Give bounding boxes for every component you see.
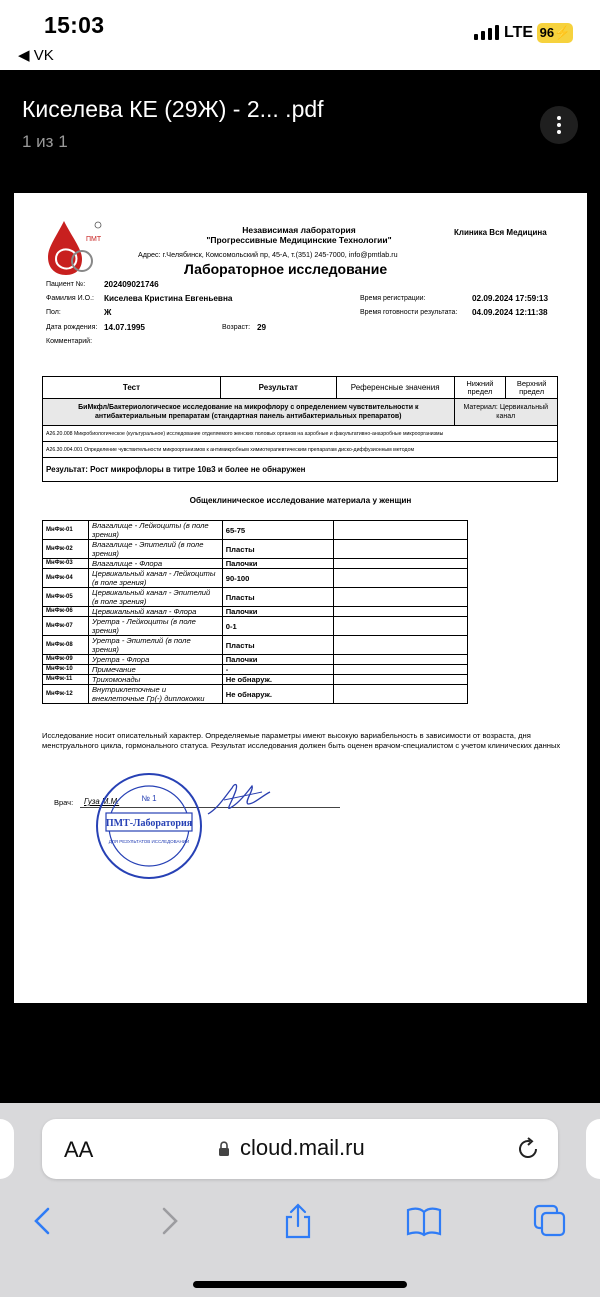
table-row xyxy=(43,607,468,617)
forward-icon[interactable] xyxy=(150,1201,190,1241)
patient-age: 29 xyxy=(257,323,267,332)
comment-label: Комментарий: xyxy=(46,338,93,345)
table-row xyxy=(43,655,468,665)
home-indicator[interactable] xyxy=(193,1281,407,1288)
reload-icon[interactable] xyxy=(515,1136,541,1162)
svg-text:ПМТ: ПМТ xyxy=(86,236,102,243)
row-test-name: Внутриклеточные и внеклеточные Гр(-) диплококки xyxy=(88,685,222,704)
row-test-name: Уретра - Эпителий (в поле зрения) xyxy=(88,636,222,655)
row-test-name: Уретра - Лейкоциты (в поле зрения) xyxy=(88,617,222,636)
patient-sex: Ж xyxy=(104,308,112,317)
page-counter: 1 из 1 xyxy=(22,132,68,151)
svg-text:ПМТ-Лаборатория: ПМТ-Лаборатория xyxy=(105,818,193,829)
table-row xyxy=(43,685,468,704)
table-row xyxy=(43,569,468,588)
section-title: Общеклиническое исследование материала у женщин xyxy=(189,496,412,505)
row-result: Пласты xyxy=(222,588,334,607)
patient-dob: 14.07.1995 xyxy=(104,323,145,332)
row-test-name: Примечание xyxy=(88,665,222,675)
row-reference xyxy=(334,685,468,704)
row-code: МнФж-05 xyxy=(43,588,89,607)
row-reference xyxy=(334,665,468,675)
ready-time: 04.09.2024 12:11:38 xyxy=(472,308,548,317)
doctor-name: Гуза М.М. xyxy=(84,797,120,806)
row-result: - xyxy=(222,665,334,675)
row-code: МнФж-10 xyxy=(43,665,89,675)
row-result: 65-75 xyxy=(222,521,334,540)
row-result: Палочки xyxy=(222,655,334,665)
table-row xyxy=(43,617,468,636)
svg-text:№ 1: № 1 xyxy=(141,794,157,803)
row-code: МнФж-12 xyxy=(43,685,89,704)
row-code: МнФж-07 xyxy=(43,617,89,636)
code-1: А26.20.008 Микробиологическое (культуральное) исследование отделяемого женских половых органов на аэробные и факультативно-анаэробные микроорганизмы xyxy=(43,426,558,442)
address-bar[interactable] xyxy=(42,1119,558,1179)
row-test-name: Цервикальный канал - Эпителий (в поле зрения) xyxy=(88,588,222,607)
next-tab-edge[interactable] xyxy=(586,1119,600,1179)
report-title: Лабораторное исследование xyxy=(184,261,388,277)
row-result: 0-1 xyxy=(222,617,334,636)
row-reference xyxy=(334,636,468,655)
registration-label: Время регистрации: xyxy=(360,295,426,302)
row-test-name: Цервикальный канал - Флора xyxy=(88,607,222,617)
row-reference xyxy=(334,569,468,588)
row-code: МнФж-01 xyxy=(43,521,89,540)
row-reference xyxy=(334,675,468,685)
row-reference xyxy=(334,655,468,665)
patient-id-label: Пациент №: xyxy=(46,281,86,288)
lab-logo-icon xyxy=(42,217,106,277)
lab-stamp-icon xyxy=(94,771,204,881)
row-code: МнФж-03 xyxy=(43,559,89,569)
table-header-row xyxy=(43,377,558,399)
table-row xyxy=(43,588,468,607)
viewer-header xyxy=(0,70,600,180)
code-row xyxy=(43,442,558,458)
back-to-app-button[interactable]: ◀ VK xyxy=(18,47,54,64)
row-test-name: Трихомонады xyxy=(88,675,222,685)
signature-icon xyxy=(204,778,274,823)
col-ref: Референсные значения xyxy=(336,377,454,399)
study-name: БиМкфл/Бактериологическое исследование на микрофлору с определением чувствительности к антибактериальным препаратам (стандартная панель антибактериальных препаратов) xyxy=(43,399,455,426)
result-row xyxy=(43,458,558,482)
patient-name: Киселева Кристина Евгеньевна xyxy=(104,294,233,303)
row-result: Пласты xyxy=(222,540,334,559)
row-code: МнФж-09 xyxy=(43,655,89,665)
registration-time: 02.09.2024 17:59:13 xyxy=(472,294,549,303)
row-test-name: Влагалище - Флора xyxy=(88,559,222,569)
patient-dob-label: Дата рождения: xyxy=(46,324,98,331)
patient-age-label: Возраст: xyxy=(222,324,251,331)
tabs-icon[interactable] xyxy=(530,1201,570,1241)
code-row xyxy=(43,426,558,442)
previous-tab-edge[interactable] xyxy=(0,1119,14,1179)
col-lower: Нижний предел xyxy=(454,377,506,399)
row-reference xyxy=(334,607,468,617)
col-upper: Верхний предел xyxy=(506,377,558,399)
row-test-name: Влагалище - Эпителий (в поле зрения) xyxy=(88,540,222,559)
file-title: Киселева КЕ (29Ж) - 2... .pdf xyxy=(22,96,324,122)
patient-name-label: Фамилия И.О.: xyxy=(46,295,94,302)
row-test-name: Цервикальный канал - Лейкоциты (в поле зрения) xyxy=(88,569,222,588)
svg-text:ДЛЯ РЕЗУЛЬТАТОВ ИССЛЕДОВАНИЙ: ДЛЯ РЕЗУЛЬТАТОВ ИССЛЕДОВАНИЙ xyxy=(108,839,190,844)
row-test-name: Влагалище - Лейкоциты (в поле зрения) xyxy=(88,521,222,540)
network-type: LTE xyxy=(504,24,534,41)
clock: 15:03 xyxy=(44,12,105,38)
clinic-name: Клиника Вся Медицина xyxy=(454,228,547,237)
bookmarks-icon[interactable] xyxy=(404,1201,444,1241)
table-row xyxy=(43,636,468,655)
table-row xyxy=(43,665,468,675)
disclaimer-note: Исследование носит описательный характер. Определяемые параметры имеют высокую вариабельность в зависимости от возраста, дня менструального цикла, гормонального статуса. Результат исследования должен быть оценен врачом-специалистом с учетом клинических данных xyxy=(42,731,561,750)
row-result: Не обнаруж. xyxy=(222,675,334,685)
row-reference xyxy=(334,617,468,636)
lab-name: Независимая лаборатория "Прогрессивные Медицинские Технологии" xyxy=(206,225,392,245)
doctor-label: Врач: xyxy=(54,798,74,807)
row-reference xyxy=(334,588,468,607)
results-table xyxy=(42,520,468,704)
signal-icon xyxy=(474,24,499,40)
pdf-page xyxy=(14,193,587,1003)
lock-icon xyxy=(218,1141,230,1157)
study-material: Материал: Цервикальный канал xyxy=(454,399,557,426)
code-2: А26.30.004.001 Определение чувствительности микроорганизмов к антимикробным химиотерапевтическим препаратам диско-диффузионным методом xyxy=(43,442,558,458)
row-code: МнФж-02 xyxy=(43,540,89,559)
back-icon[interactable] xyxy=(22,1201,62,1241)
col-result: Результат xyxy=(220,377,336,399)
text-size-button[interactable]: AA xyxy=(64,1137,94,1162)
table-row xyxy=(43,675,468,685)
row-result: 90-100 xyxy=(222,569,334,588)
row-test-name: Уретра - Флора xyxy=(88,655,222,665)
col-test: Тест xyxy=(43,377,221,399)
lab-address: Адрес: г.Челябинск, Комсомольский пр, 45-А, т.(351) 245-7000, info@pmtlab.ru xyxy=(138,250,398,259)
table-row xyxy=(43,521,468,540)
row-result: Палочки xyxy=(222,559,334,569)
ready-label: Время готовности результата: xyxy=(360,309,458,316)
row-code: МнФж-08 xyxy=(43,636,89,655)
row-code: МнФж-06 xyxy=(43,607,89,617)
table-row xyxy=(43,540,468,559)
url-text[interactable]: cloud.mail.ru xyxy=(240,1135,365,1160)
row-result: Не обнаруж. xyxy=(222,685,334,704)
row-reference xyxy=(334,521,468,540)
microbiology-result: Результат: Рост микрофлоры в титре 10в3 и более не обнаружен xyxy=(43,458,558,482)
row-result: Палочки xyxy=(222,607,334,617)
patient-id: 202409021746 xyxy=(104,280,159,289)
row-code: МнФж-04 xyxy=(43,569,89,588)
browser-chrome xyxy=(0,1103,600,1297)
microbiology-table xyxy=(42,376,558,482)
status-bar xyxy=(0,0,600,70)
table-row xyxy=(43,559,468,569)
share-icon[interactable] xyxy=(278,1201,318,1241)
more-options-button[interactable] xyxy=(540,106,578,144)
battery-icon: 96⚡ xyxy=(537,23,573,43)
row-code: МнФж-11 xyxy=(43,675,89,685)
row-reference xyxy=(334,559,468,569)
row-reference xyxy=(334,540,468,559)
row-result: Пласты xyxy=(222,636,334,655)
patient-sex-label: Пол: xyxy=(46,309,61,316)
study-row xyxy=(43,399,558,426)
